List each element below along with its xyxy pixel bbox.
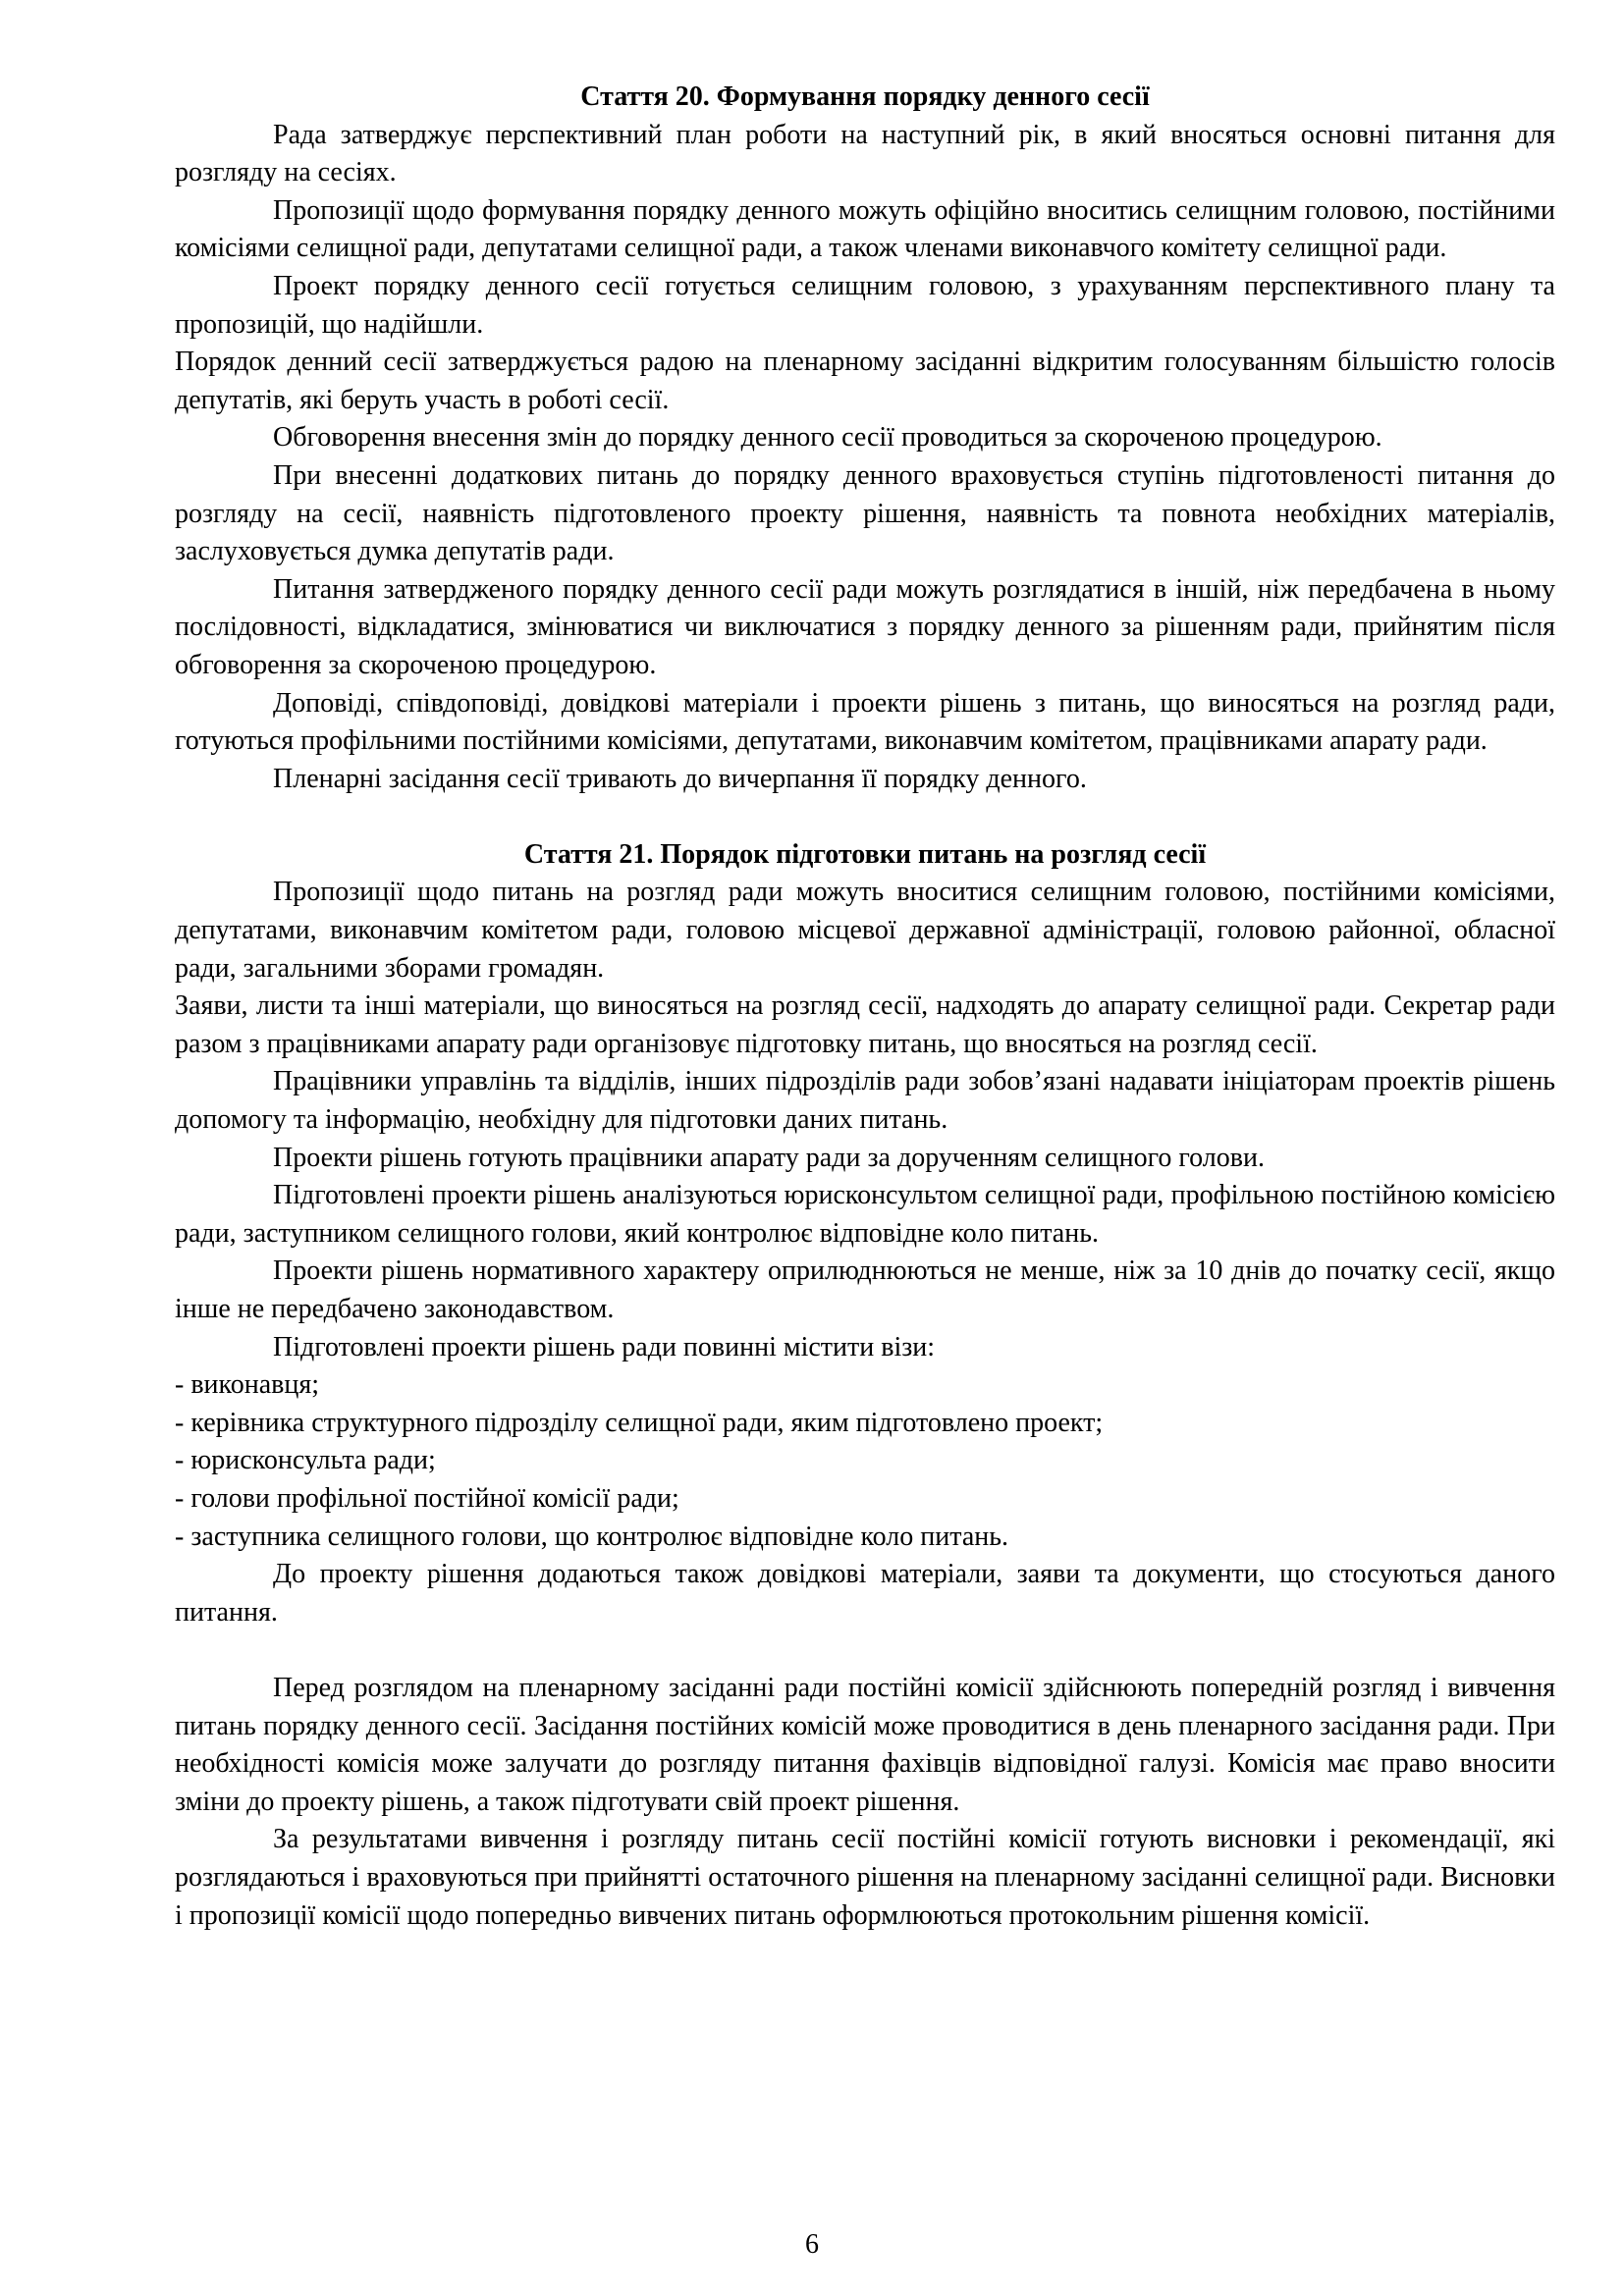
paragraph: Проект порядку денного сесії готується селищним головою, з урахуванням перспективного плану та пропозицій, що надійшли. <box>175 270 1555 340</box>
paragraph: Обговорення внесення змін до порядку денного сесії проводиться за скороченою процедурою. <box>273 422 1382 454</box>
list-item: - голови профільної постійної комісії ради; <box>175 1482 679 1514</box>
paragraph: Рада затверджує перспективний план роботи на наступний рік, в який вносяться основні питання для розгляду на сесіях. <box>175 119 1555 188</box>
paragraph: Пропозиції щодо формування порядку денного можуть офіційно вноситись селищним головою, постійними комісіями селищної ради, депутатами селищної ради, а також членами виконавчого комітету селищної ради. <box>175 194 1555 264</box>
paragraph: Підготовлені проекти рішень аналізуються юрисконсультом селищної ради, профільною постійною комісією ради, заступником селищного голови, який контролює відповідне коло питань. <box>175 1180 1555 1249</box>
list-item: - заступника селищного голови, що контролює відповідне коло питань. <box>175 1521 1008 1552</box>
paragraph: Доповіді, співдоповіді, довідкові матеріали і проекти рішень з питань, що виносяться на розгляд ради, готуються профільними постійними комісіями, депутатами, виконавчим комітетом, працівниками апарату ради. <box>175 687 1555 757</box>
paragraph-spacer <box>175 1631 1555 1670</box>
article-21-heading: Стаття 21. Порядок підготовки питань на розгляд сесії <box>523 838 1207 870</box>
paragraph: Порядок денний сесії затверджується радою на пленарному засіданні відкритим голосуванням більшістю голосів депутатів, які беруть участь в роботі сесії. <box>175 347 1555 415</box>
paragraph: Перед розглядом на пленарному засіданні ради постійні комісії здійснюють попередній розгляд і вивчення питань порядку денного сесії. Засідання постійних комісій може проводитися в день пленарного засідання ради. При необхідності комісія може залучати до розгляду питання фахівців відповідної галузі. Комісія має право вносити зміни до проекту рішень, а також підготувати свій проект рішення. <box>175 1672 1555 1817</box>
paragraph: При внесенні додаткових питань до порядку денного враховується ступінь підготовленості питання до розгляду на сесії, наявність підготовленого проекту рішення, наявність та повнота необхідних матеріалів, заслуховується думка депутатів ради. <box>175 459 1555 567</box>
document-page <box>175 79 1555 1935</box>
paragraph: Підготовлені проекти рішень ради повинні містити візи: <box>273 1331 936 1362</box>
paragraph: Пленарні засідання сесії тривають до вичерпання її порядку денного. <box>273 763 1087 794</box>
paragraph: За результатами вивчення і розгляду питань сесії постійні комісії готують висновки і рекомендації, які розглядаються і враховуються при прийнятті остаточного рішення на пленарному засіданні селищної ради. Висновки і пропозиції комісії щодо попередньо вивчених питань оформлюються протокольним рішення комісії. <box>175 1824 1555 1931</box>
paragraph: До проекту рішення додаються також довідкові матеріали, заяви та документи, що стосуються даного питання. <box>175 1559 1555 1628</box>
list-item: - виконавця; <box>175 1369 319 1401</box>
page-number: 6 <box>805 2229 819 2260</box>
paragraph: Працівники управлінь та відділів, інших підрозділів ради зобов’язані надавати ініціаторам проектів рішень допомогу та інформацію, необхідну для підготовки даних питань. <box>175 1066 1555 1136</box>
paragraph: Проекти рішень готують працівники апарату ради за дорученням селищного голови. <box>273 1142 1265 1173</box>
paragraph: Заяви, листи та інші матеріали, що виносяться на розгляд сесії, надходять до апарату селищної ради. Секретар ради разом з працівниками апарату ради організовує підготовку питань, що вносяться на розгляд сесії. <box>175 990 1555 1059</box>
paragraph: Проекти рішень нормативного характеру оприлюднюються не менше, ніж за 10 днів до початку сесії, якщо інше не передбачено законодавством. <box>175 1255 1555 1324</box>
article-20-heading: Стаття 20. Формування порядку денного сесії <box>580 81 1150 112</box>
list-item: - юрисконсульта ради; <box>175 1445 436 1476</box>
visa-list <box>175 1366 1555 1556</box>
section-spacer <box>175 798 1555 836</box>
paragraph: Питання затвердженого порядку денного сесії ради можуть розглядатися в іншій, ніж передбачена в ньому послідовності, відкладатися, змінюватися чи виключатися з порядку денного за рішенням ради, прийнятим після обговорення за скороченою процедурою. <box>175 573 1555 680</box>
list-item: - керівника структурного підрозділу селищної ради, яким підготовлено проект; <box>175 1407 1104 1438</box>
paragraph: Пропозиції щодо питань на розгляд ради можуть вноситися селищним головою, постійними комісіями, депутатами, виконавчим комітетом ради, головою місцевої державної адміністрації, головою районної, обласної ради, загальними зборами громадян. <box>175 877 1555 984</box>
